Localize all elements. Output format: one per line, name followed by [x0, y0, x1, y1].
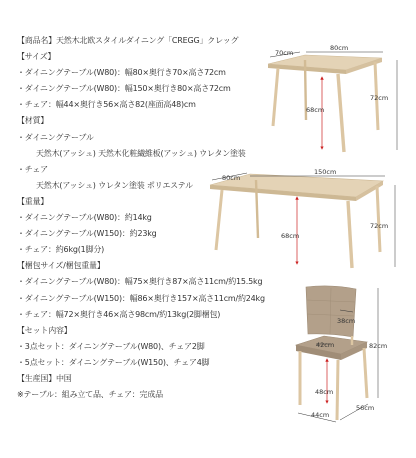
chair-depth-label: 56cm	[356, 404, 375, 412]
table-large-illustration	[210, 174, 383, 268]
spec-material-table-detail: 天然木(アッシュ) 天然木化粧繊維板(アッシュ) ウレタン塗装	[36, 148, 246, 158]
chair-back-label: 38cm	[337, 317, 356, 325]
chair-seat-height-label: 48cm	[315, 388, 334, 396]
spec-package-heading: 【梱包サイズ/梱包重量】	[17, 261, 105, 271]
spec-set-heading: 【セット内容】	[17, 325, 72, 335]
spec-size-w80: ・ダイニングテーブル(W80)：幅80×奥行き70×高さ72cm	[17, 68, 226, 78]
spec-note: ※テーブル：組み立て品、チェア：完成品	[17, 390, 163, 400]
spec-weight-chair: ・チェア：約6kg(1脚分)	[17, 245, 105, 255]
table-small-illustration	[268, 55, 382, 152]
table-large-leg-label: 68cm	[281, 232, 300, 240]
table-small-height-label: 72cm	[370, 94, 389, 102]
spec-size-w150: ・ダイニングテーブル(W80)：幅150×奥行き80×高さ72cm	[17, 84, 231, 94]
spec-material-chair-detail: 天然木(アッシュ) ウレタン塗装 ポリエステル	[36, 180, 193, 190]
spec-weight-heading: 【重量】	[17, 196, 49, 206]
table-large-height-label: 72cm	[370, 222, 389, 230]
spec-package-chair: ・チェア：幅72×奥行き46×高さ98cm/約13kg(2脚梱包)	[17, 309, 221, 319]
spec-origin: 【生産国】中国	[17, 373, 72, 383]
spec-size-heading: 【サイズ】	[17, 52, 56, 62]
chair-seat-depth-label: 42cm	[316, 341, 335, 349]
spec-size-chair: ・チェア：幅44×奥行き56×高さ82(座面高48)cm	[17, 100, 196, 110]
spec-package-w80: ・ダイニングテーブル(W80)：幅75×奥行き87×高さ11cm/約15.5kg	[17, 277, 263, 287]
chair-width-label: 44cm	[311, 411, 330, 419]
spec-package-w150: ・ダイニングテーブル(W150)：幅86×奥行き157×高さ11cm/約24kg	[17, 293, 265, 303]
spec-material-chair: ・チェア	[17, 164, 48, 174]
chair-illustration	[296, 286, 367, 420]
spec-material-heading: 【材質】	[17, 116, 49, 126]
spec-weight-w150: ・ダイニングテーブル(W150)：約23kg	[17, 229, 157, 239]
table-small-leg-label: 68cm	[306, 106, 325, 114]
table-large-depth-label: 80cm	[222, 174, 241, 182]
spec-set-5: ・5点セット：ダイニングテーブル(W150)、チェア4脚	[17, 357, 210, 367]
spec-weight-w80: ・ダイニングテーブル(W80)：約14kg	[17, 213, 152, 223]
chair-height-label: 82cm	[369, 342, 388, 350]
spec-product-name: 【商品名】天然木北欧スタイルダイニング「CREGG」クレッグ	[17, 36, 239, 45]
spec-set-3: ・3点セット：ダイニングテーブル(W80)、チェア2脚	[17, 341, 205, 351]
table-small-depth-label: 70cm	[275, 49, 294, 57]
spec-material-table: ・ダイニングテーブル	[17, 132, 94, 142]
table-small-width-label: 80cm	[330, 44, 349, 52]
table-large-width-label: 150cm	[314, 168, 337, 176]
